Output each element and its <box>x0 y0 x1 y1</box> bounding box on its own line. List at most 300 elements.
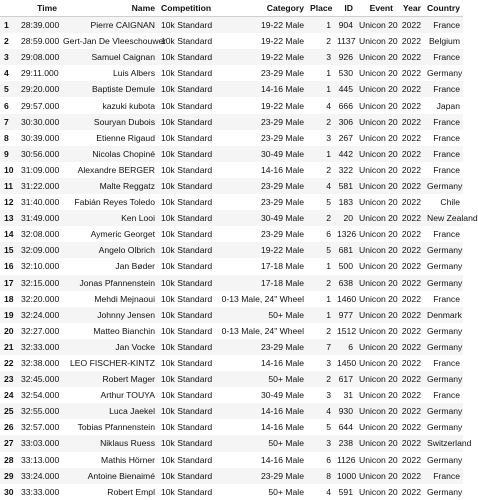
cell-event: Unicon 20 <box>359 229 398 240</box>
cell-country: France <box>433 470 460 481</box>
col-header-index <box>0 0 18 17</box>
cell-event: Unicon 20 <box>359 406 398 417</box>
table-row <box>0 307 463 323</box>
cell-name: Tobias Pfannenstein <box>77 422 155 433</box>
cell-competition: 10k Standard <box>161 20 213 31</box>
cell-country: Switzerland <box>427 438 472 449</box>
cell-year: 2022 <box>401 438 421 449</box>
cell-name: Jonas Pfannenstein <box>79 277 155 288</box>
cell-name: Malte Reggatz <box>99 180 155 191</box>
cell-id: 1137 <box>337 36 356 47</box>
cell-id: 644 <box>338 422 353 433</box>
table-row <box>0 49 463 65</box>
cell-year: 2022 <box>401 52 421 63</box>
cell-name: Jan Vocke <box>115 341 155 352</box>
cell-competition: 10k Standard <box>161 68 213 79</box>
table-row <box>0 291 463 307</box>
cell-time: 32:33.000 <box>21 341 60 352</box>
cell-competition: 10k Standard <box>161 374 213 385</box>
cell-index: 28 <box>4 454 14 465</box>
cell-event: Unicon 20 <box>359 164 398 175</box>
cell-time: 29:20.000 <box>21 84 60 95</box>
cell-time: 29:08.000 <box>21 52 60 63</box>
cell-id: 500 <box>338 261 353 272</box>
cell-place: 1 <box>326 84 331 95</box>
cell-year: 2022 <box>401 148 421 159</box>
cell-category: 23-29 Male <box>261 180 304 191</box>
cell-category: 23-29 Male <box>261 132 304 143</box>
cell-id: 530 <box>338 68 353 79</box>
cell-place: 2 <box>326 36 331 47</box>
cell-name: Aymeric Georget <box>90 229 155 240</box>
cell-year: 2022 <box>401 245 421 256</box>
cell-name: Jan Bøder <box>115 261 155 272</box>
col-header-category: Category <box>216 0 307 17</box>
cell-country: Germany <box>427 277 463 288</box>
cell-id: 267 <box>338 132 353 143</box>
col-header-competition: Competition <box>158 0 216 17</box>
cell-place: 1 <box>326 293 331 304</box>
cell-competition: 10k Standard <box>161 100 213 111</box>
cell-id: 977 <box>338 309 353 320</box>
cell-time: 32:54.000 <box>21 390 60 401</box>
cell-place: 1 <box>326 309 331 320</box>
cell-category: 14-16 Male <box>261 422 304 433</box>
table-row <box>0 403 463 419</box>
cell-country: France <box>433 148 460 159</box>
col-header-event: Event <box>356 0 396 17</box>
cell-year: 2022 <box>401 229 421 240</box>
cell-place: 4 <box>326 100 331 111</box>
cell-index: 13 <box>4 213 14 224</box>
cell-competition: 10k Standard <box>161 148 213 159</box>
cell-country: Germany <box>427 454 463 465</box>
cell-index: 7 <box>4 116 9 127</box>
cell-year: 2022 <box>401 293 421 304</box>
table-row <box>0 114 463 130</box>
cell-index: 5 <box>4 84 9 95</box>
cell-event: Unicon 20 <box>359 197 398 208</box>
cell-time: 32:57.000 <box>21 422 60 433</box>
cell-index: 25 <box>4 406 14 417</box>
table-row <box>0 226 463 242</box>
cell-place: 1 <box>326 148 331 159</box>
cell-time: 29:11.000 <box>21 68 59 79</box>
cell-category: 23-29 Male <box>261 470 304 481</box>
table-header <box>0 0 463 17</box>
cell-event: Unicon 20 <box>359 277 398 288</box>
cell-id: 442 <box>338 148 353 159</box>
cell-category: 17-18 Male <box>261 261 304 272</box>
cell-year: 2022 <box>401 358 421 369</box>
cell-id: 1000 <box>337 470 357 481</box>
cell-index: 16 <box>4 261 14 272</box>
cell-name: Nicolas Chopiné <box>92 148 155 159</box>
cell-category: 23-29 Male <box>261 68 304 79</box>
cell-time: 32:38.000 <box>21 358 60 369</box>
cell-id: 666 <box>338 100 353 111</box>
cell-category: 50+ Male <box>268 374 304 385</box>
cell-time: 32:24.000 <box>21 309 60 320</box>
cell-place: 1 <box>326 68 331 79</box>
cell-competition: 10k Standard <box>161 245 213 256</box>
cell-competition: 10k Standard <box>161 422 213 433</box>
cell-index: 9 <box>4 148 9 159</box>
table-body <box>0 17 478 500</box>
cell-id: 638 <box>338 277 353 288</box>
cell-id: 681 <box>338 245 353 256</box>
col-header-year: Year <box>396 0 424 17</box>
cell-category: 30-49 Male <box>261 390 304 401</box>
cell-competition: 10k Standard <box>161 36 213 47</box>
cell-year: 2022 <box>401 132 421 143</box>
cell-country: France <box>433 229 460 240</box>
col-header-country: Country <box>424 0 463 17</box>
cell-year: 2022 <box>401 261 421 272</box>
cell-name: Pierre CAIGNAN <box>90 20 155 31</box>
cell-competition: 10k Standard <box>161 197 213 208</box>
cell-year: 2022 <box>401 470 421 481</box>
cell-event: Unicon 20 <box>359 245 398 256</box>
cell-id: 1326 <box>337 229 357 240</box>
cell-competition: 10k Standard <box>161 261 213 272</box>
cell-category: 14-16 Male <box>261 164 304 175</box>
cell-place: 7 <box>326 341 331 352</box>
cell-place: 2 <box>326 374 331 385</box>
cell-event: Unicon 20 <box>359 52 398 63</box>
cell-index: 23 <box>4 374 14 385</box>
cell-event: Unicon 20 <box>359 213 398 224</box>
cell-year: 2022 <box>401 422 421 433</box>
cell-competition: 10k Standard <box>161 164 213 175</box>
table-row <box>0 355 463 371</box>
cell-country: France <box>433 52 460 63</box>
table-row <box>0 275 463 291</box>
cell-index: 17 <box>4 277 14 288</box>
table-row <box>0 339 463 355</box>
cell-country: France <box>433 84 460 95</box>
cell-place: 6 <box>326 229 331 240</box>
cell-event: Unicon 20 <box>359 486 398 497</box>
cell-event: Unicon 20 <box>359 454 398 465</box>
cell-country: Chile <box>440 197 460 208</box>
cell-competition: 10k Standard <box>161 293 213 304</box>
cell-category: 50+ Male <box>268 309 304 320</box>
cell-competition: 10k Standard <box>161 358 213 369</box>
cell-time: 28:39.000 <box>21 20 60 31</box>
cell-competition: 10k Standard <box>161 486 213 497</box>
cell-index: 8 <box>4 132 9 143</box>
cell-index: 2 <box>4 36 9 47</box>
table-row <box>0 387 463 403</box>
cell-category: 14-16 Male <box>261 84 304 95</box>
cell-index: 4 <box>4 68 9 79</box>
table-row <box>0 210 463 226</box>
cell-country: France <box>433 390 460 401</box>
cell-name: Alexandre BERGER <box>77 164 155 175</box>
cell-id: 904 <box>338 20 353 31</box>
cell-year: 2022 <box>401 116 421 127</box>
cell-time: 31:09.000 <box>21 164 60 175</box>
cell-time: 30:39.000 <box>21 132 60 143</box>
cell-place: 6 <box>326 454 331 465</box>
header-row <box>0 0 463 17</box>
cell-name: Etienne Rigaud <box>96 132 155 143</box>
cell-time: 32:45.000 <box>21 374 60 385</box>
table-row <box>0 33 463 49</box>
table-row <box>0 452 463 468</box>
cell-index: 24 <box>4 390 14 401</box>
cell-time: 30:56.000 <box>21 148 60 159</box>
cell-category: 23-29 Male <box>261 229 304 240</box>
cell-time: 28:59.000 <box>21 36 60 47</box>
cell-id: 930 <box>338 406 353 417</box>
cell-id: 6 <box>348 341 353 352</box>
table-row <box>0 65 463 81</box>
cell-name: Antoine Bienaimé <box>87 470 155 481</box>
cell-competition: 10k Standard <box>161 390 213 401</box>
cell-place: 3 <box>326 52 331 63</box>
cell-index: 19 <box>4 309 14 320</box>
cell-time: 32:08.000 <box>21 229 60 240</box>
cell-category: 19-22 Male <box>261 245 304 256</box>
cell-id: 306 <box>338 116 353 127</box>
cell-year: 2022 <box>401 164 421 175</box>
cell-country: Germany <box>427 325 463 336</box>
cell-time: 32:09.000 <box>21 245 60 256</box>
cell-id: 1460 <box>337 293 357 304</box>
cell-index: 1 <box>4 20 9 31</box>
cell-place: 2 <box>326 116 331 127</box>
cell-year: 2022 <box>401 36 421 47</box>
cell-name: Mathis Hörner <box>101 454 155 465</box>
cell-category: 14-16 Male <box>261 406 304 417</box>
cell-time: 32:15.000 <box>21 277 60 288</box>
cell-competition: 10k Standard <box>161 180 213 191</box>
cell-event: Unicon 20 <box>359 100 398 111</box>
cell-country: Belgium <box>428 36 460 47</box>
cell-time: 33:24.000 <box>21 470 60 481</box>
cell-time: 29:57.000 <box>21 100 60 111</box>
cell-year: 2022 <box>401 197 421 208</box>
cell-place: 2 <box>326 277 331 288</box>
cell-country: France <box>433 20 460 31</box>
table-row <box>0 194 463 210</box>
cell-name: LEO FISCHER-KINTZ <box>70 358 155 369</box>
cell-time: 33:33.000 <box>21 486 60 497</box>
cell-index: 3 <box>4 52 9 63</box>
table-row <box>0 242 463 258</box>
cell-category: 19-22 Male <box>261 52 304 63</box>
cell-event: Unicon 20 <box>359 341 398 352</box>
cell-id: 183 <box>338 197 353 208</box>
cell-country: Germany <box>427 374 463 385</box>
cell-country: France <box>433 358 460 369</box>
cell-name: Matteo Bianchin <box>93 325 155 336</box>
cell-year: 2022 <box>401 84 421 95</box>
cell-competition: 10k Standard <box>161 132 213 143</box>
cell-time: 32:55.000 <box>21 406 60 417</box>
cell-id: 445 <box>338 84 353 95</box>
cell-year: 2022 <box>401 390 421 401</box>
cell-country: France <box>433 132 460 143</box>
table-row <box>0 419 463 435</box>
cell-event: Unicon 20 <box>359 293 398 304</box>
col-header-time: Time <box>18 0 60 17</box>
cell-year: 2022 <box>401 180 421 191</box>
cell-year: 2022 <box>401 100 421 111</box>
cell-id: 1126 <box>337 454 356 465</box>
cell-index: 22 <box>4 358 14 369</box>
cell-country: Germany <box>427 180 463 191</box>
cell-year: 2022 <box>401 454 421 465</box>
cell-category: 50+ Male <box>268 486 304 497</box>
cell-time: 31:40.000 <box>21 197 60 208</box>
cell-country: France <box>433 164 460 175</box>
cell-id: 31 <box>343 390 353 401</box>
cell-year: 2022 <box>401 486 421 497</box>
cell-place: 5 <box>326 422 331 433</box>
cell-name: Samuel Caignan <box>91 52 155 63</box>
cell-competition: 10k Standard <box>161 52 213 63</box>
cell-year: 2022 <box>401 374 421 385</box>
cell-name: Robert Mager <box>102 374 155 385</box>
cell-category: 19-22 Male <box>261 100 304 111</box>
cell-place: 2 <box>326 213 331 224</box>
cell-place: 4 <box>326 406 331 417</box>
cell-place: 4 <box>326 486 331 497</box>
cell-index: 12 <box>4 197 14 208</box>
cell-country: Germany <box>427 486 463 497</box>
cell-country: Denmark <box>427 309 462 320</box>
cell-place: 5 <box>326 197 331 208</box>
cell-id: 581 <box>338 180 353 191</box>
cell-index: 15 <box>4 245 14 256</box>
cell-index: 11 <box>4 180 14 191</box>
cell-event: Unicon 20 <box>359 116 398 127</box>
cell-event: Unicon 20 <box>359 309 398 320</box>
cell-category: 14-16 Male <box>261 454 304 465</box>
cell-competition: 10k Standard <box>161 213 213 224</box>
cell-category: 23-29 Male <box>261 341 304 352</box>
cell-category: 19-22 Male <box>261 36 304 47</box>
cell-id: 238 <box>338 438 353 449</box>
cell-index: 26 <box>4 422 14 433</box>
cell-place: 3 <box>326 438 331 449</box>
cell-competition: 10k Standard <box>161 116 213 127</box>
cell-time: 31:22.000 <box>21 180 60 191</box>
cell-event: Unicon 20 <box>359 438 398 449</box>
cell-name: kazuki kubota <box>102 100 155 111</box>
cell-event: Unicon 20 <box>359 390 398 401</box>
cell-event: Unicon 20 <box>359 180 398 191</box>
cell-place: 1 <box>326 20 331 31</box>
cell-competition: 10k Standard <box>161 325 213 336</box>
cell-name: Johnny Jensen <box>97 309 155 320</box>
cell-category: 14-16 Male <box>261 358 304 369</box>
cell-country: Germany <box>427 261 463 272</box>
table-row <box>0 258 463 274</box>
cell-year: 2022 <box>401 406 421 417</box>
cell-competition: 10k Standard <box>161 470 213 481</box>
cell-index: 18 <box>4 293 14 304</box>
cell-place: 3 <box>326 132 331 143</box>
cell-category: 0-13 Male, 24" Wheel <box>221 325 304 336</box>
cell-id: 617 <box>338 374 353 385</box>
cell-event: Unicon 20 <box>359 132 398 143</box>
cell-index: 6 <box>4 100 9 111</box>
cell-name: Souryan Dubois <box>93 116 155 127</box>
cell-category: 19-22 Male <box>261 20 304 31</box>
cell-category: 50+ Male <box>268 438 304 449</box>
cell-category: 0-13 Male, 24" Wheel <box>221 293 304 304</box>
cell-time: 32:20.000 <box>21 293 60 304</box>
cell-id: 1512 <box>337 325 357 336</box>
cell-year: 2022 <box>401 277 421 288</box>
cell-category: 17-18 Male <box>261 277 304 288</box>
cell-category: 23-29 Male <box>261 116 304 127</box>
col-header-name: Name <box>60 0 158 17</box>
col-header-id: ID <box>334 0 356 17</box>
cell-name: Angelo Olbrich <box>98 245 155 256</box>
cell-name: Ken Looi <box>121 213 155 224</box>
cell-id: 591 <box>338 486 353 497</box>
cell-event: Unicon 20 <box>359 36 398 47</box>
cell-country: Japan <box>436 100 460 111</box>
cell-name: Gert-Jan De Vleeschouwer <box>63 36 167 47</box>
cell-year: 2022 <box>401 309 421 320</box>
cell-time: 30:30.000 <box>21 116 60 127</box>
cell-name: Arthur TOUYA <box>100 390 155 401</box>
cell-id: 322 <box>338 164 353 175</box>
cell-index: 29 <box>4 470 14 481</box>
cell-event: Unicon 20 <box>359 261 398 272</box>
cell-time: 33:03.000 <box>21 438 60 449</box>
table-row <box>0 484 463 500</box>
cell-event: Unicon 20 <box>359 148 398 159</box>
cell-id: 926 <box>338 52 353 63</box>
cell-country: Germany <box>427 68 463 79</box>
cell-event: Unicon 20 <box>359 358 398 369</box>
table-row <box>0 435 463 451</box>
cell-event: Unicon 20 <box>359 470 398 481</box>
cell-time: 32:27.000 <box>21 325 60 336</box>
cell-index: 27 <box>4 438 14 449</box>
table-row <box>0 146 463 162</box>
cell-name: Luis Albers <box>112 68 155 79</box>
cell-competition: 10k Standard <box>161 229 213 240</box>
cell-competition: 10k Standard <box>161 406 213 417</box>
cell-event: Unicon 20 <box>359 325 398 336</box>
cell-competition: 10k Standard <box>161 277 213 288</box>
cell-id: 1450 <box>337 358 357 369</box>
cell-competition: 10k Standard <box>161 84 213 95</box>
cell-competition: 10k Standard <box>161 454 213 465</box>
cell-index: 20 <box>4 325 14 336</box>
cell-name: Luca Jaekel <box>109 406 155 417</box>
cell-time: 32:10.000 <box>21 261 60 272</box>
cell-category: 23-29 Male <box>261 197 304 208</box>
cell-event: Unicon 20 <box>359 20 398 31</box>
cell-name: Baptiste Demule <box>91 84 155 95</box>
cell-year: 2022 <box>401 68 421 79</box>
cell-year: 2022 <box>401 341 421 352</box>
cell-country: Germany <box>427 245 463 256</box>
cell-name: Mehdi Mejnaoui <box>94 293 155 304</box>
cell-place: 5 <box>326 245 331 256</box>
table-row <box>0 17 463 34</box>
cell-place: 4 <box>326 180 331 191</box>
